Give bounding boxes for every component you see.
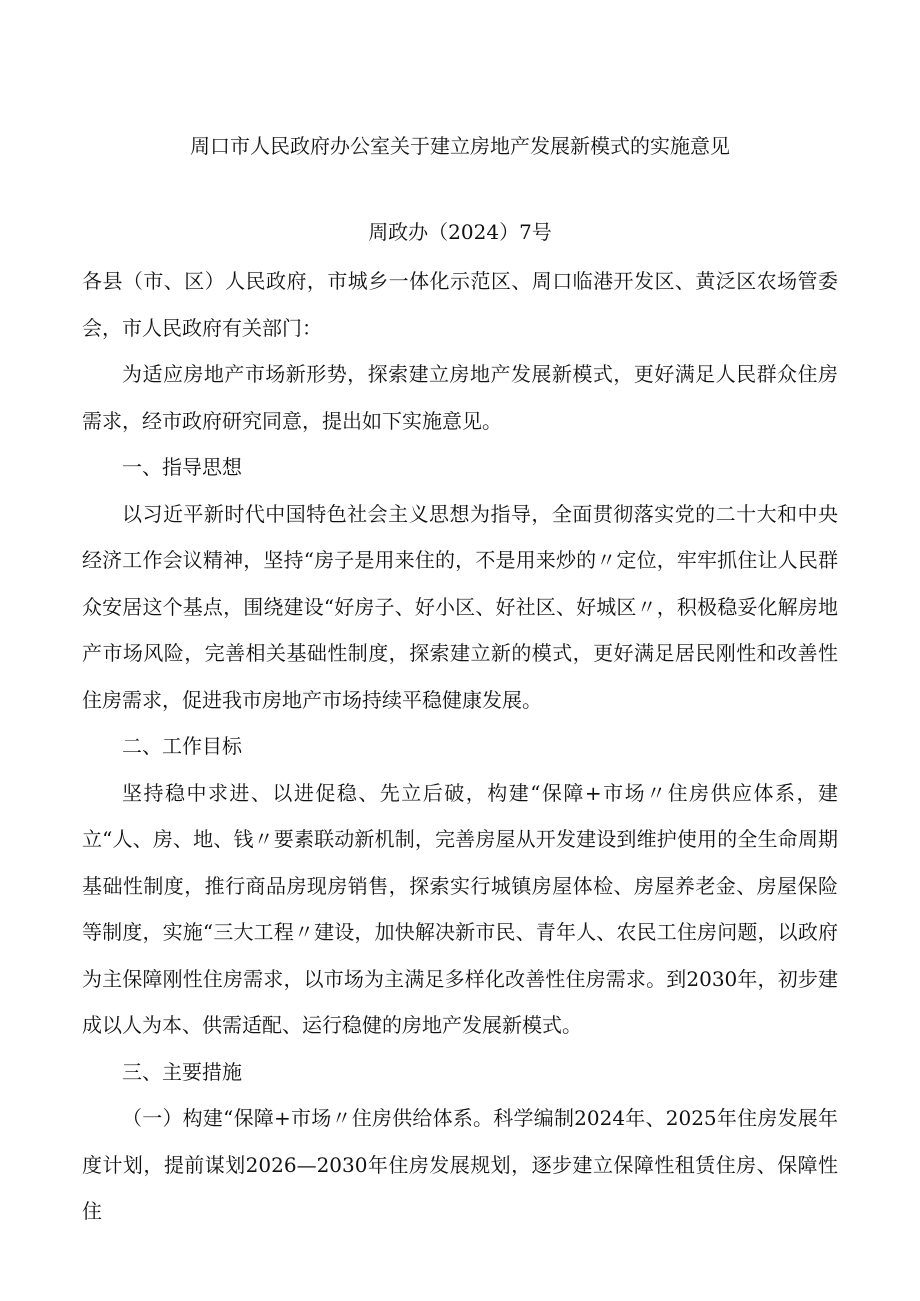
section-3-heading: 三、主要措施 — [122, 1059, 242, 1084]
section-1-heading: 一、指导思想 — [122, 455, 242, 479]
section-2-paragraph: 坚持稳中求进、以进促稳、先立后破，构建“保障+市场〃住房供应体系，建立“人、房、地、钱〃要素联动新机制，完善房屋从开发建设到维护使用的全生命周期基础性制度，推行商品房现房销售，探索实行城镇房屋体检、房屋养老金、房屋保险等制度，实施“三大工程〃建设，加快解决新市民、青年人、农民工住房问题，以政府为主保障刚性住房需求，以市场为主满足多样化改善性住房需求。到2030年，初步建成以人为本、供需适配、运行稳健的房地产发展新模式。 — [82, 780, 838, 1037]
document-number: 周政办（2024）7号 — [368, 220, 552, 244]
document-body — [82, 258, 838, 1235]
intro-paragraph: 为适应房地产市场新形势，探索建立房地产发展新模式，更好满足人民群众住房需求，经市政府研究同意，提出如下实施意见。 — [82, 362, 838, 433]
section-1-paragraph: 以习近平新时代中国特色社会主义思想为指导，全面贯彻落实党的二十大和中央经济工作会议精神，坚持“房子是用来住的，不是用来炒的〃定位，牢牢抓住让人民群众安居这个基点，围绕建设“好房子、好小区、好社区、好城区〃，积极稳妥化解房地产市场风险，完善相关基础性制度，探索建立新的模式，更好满足居民刚性和改善性住房需求，促进我市房地产市场持续平稳健康发展。 — [82, 501, 838, 712]
document-title: 周口市人民政府办公室关于建立房地产发展新模式的实施意见 — [190, 134, 730, 158]
section-2-heading: 二、工作目标 — [122, 734, 242, 758]
section-3-item-1-paragraph: （一）构建“保障+市场〃住房供给体系。科学编制2024年、2025年住房发展年度计划，提前谋划2026—2030年住房发展规划，逐步建立保障性租赁住房、保障性住 — [82, 1106, 838, 1223]
addressee-paragraph: 各县（市、区）人民政府，市城乡一体化示范区、周口临港开发区、黄泛区农场管委会，市人民政府有关部门： — [82, 269, 838, 340]
